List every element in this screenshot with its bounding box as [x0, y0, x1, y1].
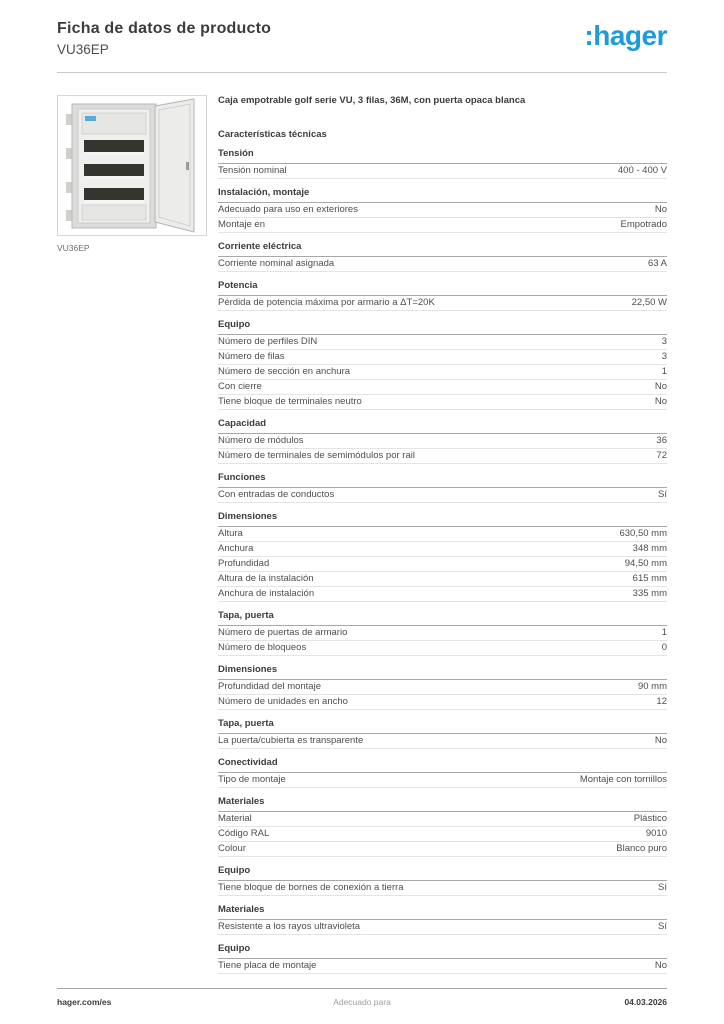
- spec-row: [218, 380, 667, 395]
- spec-section-title: Corriente eléctrica: [218, 242, 667, 257]
- spec-value: Sí: [658, 882, 667, 893]
- spec-label: Pérdida de potencia máxima por armario a ΔT=20K: [218, 297, 435, 308]
- spec-value: 335 mm: [632, 588, 667, 599]
- product-code: VU36EP: [57, 42, 109, 57]
- spec-section-title: Equipo: [218, 320, 667, 335]
- spec-value: 94,50 mm: [624, 558, 667, 569]
- spec-label: Corriente nominal asignada: [218, 258, 335, 269]
- spec-value: 22,50 W: [631, 297, 667, 308]
- spec-label: Con cierre: [218, 381, 262, 392]
- spec-value: No: [654, 204, 667, 215]
- spec-row: [218, 812, 667, 827]
- spec-section: [218, 512, 667, 602]
- spec-value: 1: [661, 627, 667, 638]
- spec-row: [218, 587, 667, 602]
- spec-section: [218, 719, 667, 749]
- spec-label: Número de módulos: [218, 435, 304, 446]
- spec-row: [218, 695, 667, 710]
- spec-label: Número de sección en anchura: [218, 366, 351, 377]
- spec-label: Profundidad: [218, 558, 270, 569]
- spec-section: [218, 242, 667, 272]
- spec-value: No: [654, 735, 667, 746]
- spec-section-title: Tapa, puerta: [218, 719, 667, 734]
- spec-row: [218, 881, 667, 896]
- footer-date: 04.03.2026: [624, 997, 667, 1007]
- product-description: Caja empotrable golf serie VU, 3 filas, 36M, con puerta opaca blanca: [218, 95, 526, 106]
- spec-label: Tiene placa de montaje: [218, 960, 317, 971]
- spec-value: Plástico: [633, 813, 667, 824]
- header-divider: [57, 72, 667, 73]
- spec-label: Número de unidades en ancho: [218, 696, 348, 707]
- spec-row: [218, 557, 667, 572]
- spec-section-title: Potencia: [218, 281, 667, 296]
- spec-label: Tensión nominal: [218, 165, 287, 176]
- spec-row: [218, 734, 667, 749]
- spec-section: [218, 473, 667, 503]
- spec-section-title: Equipo: [218, 866, 667, 881]
- spec-label: Número de perfiles DIN: [218, 336, 318, 347]
- spec-row: [218, 365, 667, 380]
- spec-value: Blanco puro: [616, 843, 667, 854]
- spec-row: [218, 257, 667, 272]
- spec-row: [218, 203, 667, 218]
- spec-row: [218, 641, 667, 656]
- spec-value: 348 mm: [632, 543, 667, 554]
- spec-label: Código RAL: [218, 828, 270, 839]
- technical-characteristics-heading: Características técnicas: [218, 129, 327, 140]
- spec-value: 9010: [645, 828, 667, 839]
- spec-section-title: Conectividad: [218, 758, 667, 773]
- spec-label: Material: [218, 813, 252, 824]
- spec-value: 12: [656, 696, 667, 707]
- spec-value: Sí: [658, 489, 667, 500]
- spec-label: Tiene bloque de terminales neutro: [218, 396, 362, 407]
- spec-section-title: Instalación, montaje: [218, 188, 667, 203]
- spec-row: [218, 773, 667, 788]
- spec-label: Profundidad del montaje: [218, 681, 321, 692]
- spec-row: [218, 527, 667, 542]
- spec-row: [218, 959, 667, 974]
- spec-section: [218, 797, 667, 857]
- spec-label: Número de filas: [218, 351, 285, 362]
- spec-label: Altura de la instalación: [218, 573, 314, 584]
- content-area: [57, 95, 667, 974]
- spec-value: Sí: [658, 921, 667, 932]
- spec-value: 36: [656, 435, 667, 446]
- spec-label: Tipo de montaje: [218, 774, 286, 785]
- spec-label: Número de terminales de semimódulos por rail: [218, 450, 415, 461]
- spec-value: No: [654, 396, 667, 407]
- spec-value: 400 - 400 V: [617, 165, 667, 176]
- spec-section: [218, 905, 667, 935]
- spec-row: [218, 218, 667, 233]
- spec-sections: [218, 149, 667, 974]
- spec-section-title: Capacidad: [218, 419, 667, 434]
- spec-row: [218, 827, 667, 842]
- spec-value: 3: [661, 336, 667, 347]
- spec-label: Anchura: [218, 543, 254, 554]
- spec-section: [218, 944, 667, 974]
- spec-value: No: [654, 960, 667, 971]
- spec-row: [218, 842, 667, 857]
- spec-label: Número de bloqueos: [218, 642, 307, 653]
- product-image-column: [57, 95, 207, 974]
- spec-section: [218, 188, 667, 233]
- spec-value: Montaje con tornillos: [579, 774, 667, 785]
- spec-value: 630,50 mm: [619, 528, 667, 539]
- spec-label: Número de puertas de armario: [218, 627, 348, 638]
- spec-section-title: Dimensiones: [218, 665, 667, 680]
- spec-section: [218, 419, 667, 464]
- spec-value: 90 mm: [637, 681, 667, 692]
- spec-section-title: Materiales: [218, 905, 667, 920]
- spec-value: Empotrado: [620, 219, 667, 230]
- spec-row: [218, 164, 667, 179]
- spec-value: No: [654, 381, 667, 392]
- spec-section: [218, 281, 667, 311]
- hager-logo: :hager: [584, 20, 667, 51]
- spec-row: [218, 296, 667, 311]
- spec-value: 63 A: [647, 258, 667, 269]
- spec-label: Anchura de instalación: [218, 588, 315, 599]
- product-image-frame: [57, 95, 207, 236]
- spec-row: [218, 542, 667, 557]
- spec-section-title: Materiales: [218, 797, 667, 812]
- spec-section: [218, 149, 667, 179]
- product-image: [58, 96, 206, 235]
- footer-website: hager.com/es: [57, 997, 112, 1007]
- spec-row: [218, 395, 667, 410]
- spec-value: 1: [661, 366, 667, 377]
- spec-row: [218, 626, 667, 641]
- spec-row: [218, 572, 667, 587]
- spec-row: [218, 920, 667, 935]
- page-title: Ficha de datos de producto: [57, 20, 272, 37]
- footer-center-text: Adecuado para: [333, 997, 391, 1007]
- spec-section-title: Funciones: [218, 473, 667, 488]
- spec-label: La puerta/cubierta es transparente: [218, 735, 364, 746]
- spec-row: [218, 434, 667, 449]
- spec-section: [218, 320, 667, 410]
- spec-section: [218, 866, 667, 896]
- spec-label: Montaje en: [218, 219, 266, 230]
- spec-label: Adecuado para uso en exteriores: [218, 204, 358, 215]
- spec-label: Resistente a los rayos ultravioleta: [218, 921, 361, 932]
- module-row-slots: [84, 140, 144, 203]
- spec-value: 72: [656, 450, 667, 461]
- spec-label: Altura: [218, 528, 243, 539]
- spec-label: Tiene bloque de bornes de conexión a tierra: [218, 882, 404, 893]
- spec-section: [218, 665, 667, 710]
- spec-row: [218, 350, 667, 365]
- spec-label: Colour: [218, 843, 246, 854]
- spec-section-title: Tensión: [218, 149, 667, 164]
- spec-section: [218, 611, 667, 656]
- spec-section: [218, 758, 667, 788]
- spec-section-title: Tapa, puerta: [218, 611, 667, 626]
- spec-row: [218, 680, 667, 695]
- spec-section-title: Dimensiones: [218, 512, 667, 527]
- spec-column: [218, 95, 667, 974]
- spec-row: [218, 449, 667, 464]
- product-image-caption: VU36EP: [57, 243, 90, 253]
- spec-value: 615 mm: [632, 573, 667, 584]
- page-header: [57, 20, 667, 57]
- spec-section-title: Equipo: [218, 944, 667, 959]
- page-footer: [57, 988, 667, 1007]
- spec-label: Con entradas de conductos: [218, 489, 335, 500]
- spec-row: [218, 488, 667, 503]
- spec-value: 0: [661, 642, 667, 653]
- spec-value: 3: [661, 351, 667, 362]
- spec-row: [218, 335, 667, 350]
